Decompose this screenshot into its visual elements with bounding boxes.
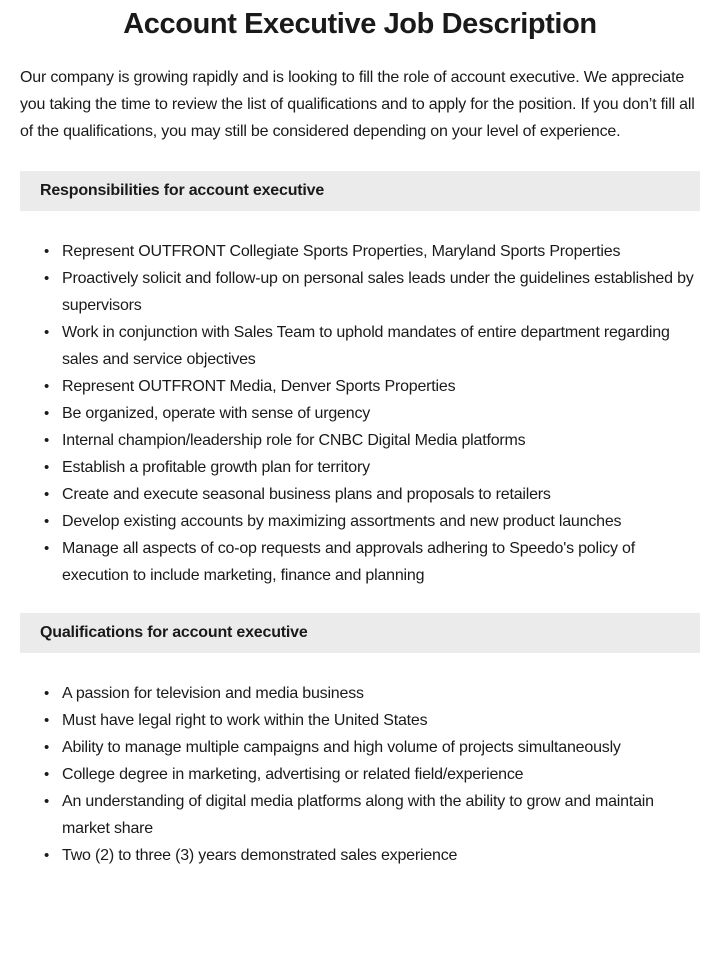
list-item [44, 481, 700, 508]
list-item [44, 454, 700, 481]
list-item-text: Create and execute seasonal business plans and proposals to retailers [62, 486, 551, 503]
list-item-text: Represent OUTFRONT Media, Denver Sports Properties [62, 378, 456, 395]
list-item-text: Manage all aspects of co-op requests and approvals adhering to Speedo's policy of execution to include marketing, finance and planning [62, 540, 636, 584]
list-item [44, 427, 700, 454]
list-item [44, 734, 700, 761]
bullet-icon: • [44, 405, 50, 422]
list-item [44, 707, 700, 734]
list-item-text: Work in conjunction with Sales Team to uphold mandates of entire department regarding sales and service objectives [62, 324, 670, 368]
list-item [44, 842, 700, 869]
list-item-text: Ability to manage multiple campaigns and high volume of projects simultaneously [62, 739, 621, 756]
list-item-text: Two (2) to three (3) years demonstrated sales experience [62, 847, 458, 864]
list-item-text: Internal champion/leadership role for CNBC Digital Media platforms [62, 432, 526, 449]
list-item-text: Represent OUTFRONT Collegiate Sports Properties, Maryland Sports Properties [62, 243, 621, 260]
list-item-text: Proactively solicit and follow-up on personal sales leads under the guidelines established by supervisors [62, 270, 694, 314]
bullet-icon: • [44, 270, 50, 287]
list-item [44, 400, 700, 427]
list-item-text: An understanding of digital media platforms along with the ability to grow and maintain market share [62, 793, 654, 837]
bullet-icon: • [44, 513, 50, 530]
list-item [44, 680, 700, 707]
section-heading-text: Qualifications for account executive [40, 624, 308, 641]
bullet-icon: • [44, 766, 50, 783]
list-item-text: Must have legal right to work within the United States [62, 712, 428, 729]
list-item-text: Be organized, operate with sense of urgency [62, 405, 371, 422]
section-heading-responsibilities [20, 171, 700, 211]
list-item-text: College degree in marketing, advertising or related field/experience [62, 766, 524, 783]
section-heading-qualifications [20, 613, 700, 653]
bullet-icon: • [44, 459, 50, 476]
list-item-text: Establish a profitable growth plan for territory [62, 459, 370, 476]
list-item [44, 265, 700, 319]
bullet-icon: • [44, 739, 50, 756]
bullet-icon: • [44, 793, 50, 810]
intro-paragraph: Our company is growing rapidly and is looking to fill the role of account executive. We appreciate you taking the time to review the list of qualifications and to apply for the position. If you don’t fill all of the qualifications, you may still be considered depending on your level of experience. [20, 69, 695, 140]
bullet-icon: • [44, 712, 50, 729]
list-item [44, 319, 700, 373]
qualifications-list [20, 680, 700, 869]
responsibilities-list [20, 238, 700, 589]
bullet-icon: • [44, 847, 50, 864]
list-item [44, 761, 700, 788]
list-item [44, 788, 700, 842]
bullet-icon: • [44, 243, 50, 260]
bullet-icon: • [44, 324, 50, 341]
bullet-icon: • [44, 486, 50, 503]
list-item [44, 508, 700, 535]
bullet-icon: • [44, 432, 50, 449]
list-item [44, 373, 700, 400]
bullet-icon: • [44, 685, 50, 702]
bullet-icon: • [44, 378, 50, 395]
list-item-text: Develop existing accounts by maximizing assortments and new product launches [62, 513, 622, 530]
bullet-icon: • [44, 540, 50, 557]
section-heading-text: Responsibilities for account executive [40, 182, 325, 199]
list-item [44, 535, 700, 589]
list-item-text: A passion for television and media business [62, 685, 364, 702]
page-title: Account Executive Job Description [123, 8, 597, 40]
list-item [44, 238, 700, 265]
